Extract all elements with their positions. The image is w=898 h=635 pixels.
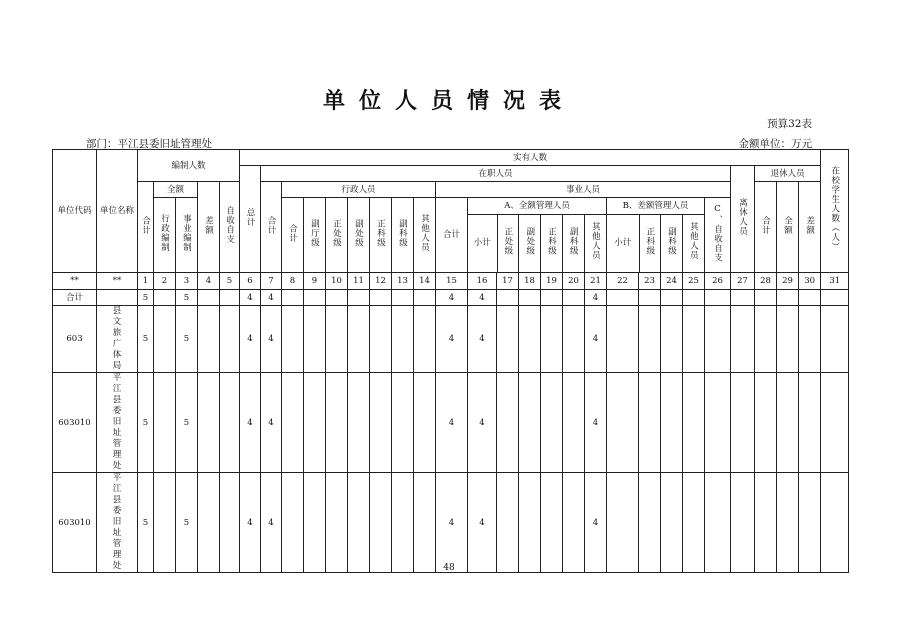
data-cell: 4 (240, 306, 261, 373)
header-full-quota: 全额 (154, 182, 198, 198)
data-cell (392, 306, 414, 373)
data-cell (392, 473, 414, 573)
unit-name-cell (97, 290, 138, 306)
header-b-subtotal: 小计 (607, 214, 639, 272)
data-cell (755, 373, 777, 473)
column-number: 11 (348, 273, 370, 290)
header-retired-full: 全额 (782, 215, 793, 235)
column-number: 8 (282, 273, 304, 290)
data-cell (777, 306, 799, 373)
column-number: 14 (414, 273, 436, 290)
header-a-div-chief: 正处级 (502, 227, 513, 256)
data-cell (731, 373, 755, 473)
column-number: 15 (436, 273, 468, 290)
data-cell (821, 473, 849, 573)
data-cell (799, 290, 821, 306)
data-cell (683, 290, 705, 306)
data-cell (304, 306, 326, 373)
data-cell (777, 473, 799, 573)
header-retired: 退休人员 (755, 166, 821, 182)
data-cell (414, 373, 436, 473)
table-row (53, 473, 849, 573)
header-b-sec-chief: 正科级 (644, 227, 655, 256)
unit-name-cell (97, 473, 138, 573)
data-cell: 4 (468, 290, 497, 306)
unit-name-cell (97, 373, 138, 473)
data-cell (414, 306, 436, 373)
data-cell: 4 (436, 373, 468, 473)
column-number: 16 (468, 273, 497, 290)
data-cell (198, 290, 220, 306)
data-cell (705, 306, 731, 373)
column-number: 17 (497, 273, 519, 290)
data-cell (497, 290, 519, 306)
column-number: 13 (392, 273, 414, 290)
header-self-support: 自收自支 (224, 206, 235, 244)
header-c-self: C、自收自支 (712, 203, 723, 263)
column-number: 21 (585, 273, 607, 290)
column-number: 5 (220, 273, 240, 290)
data-cell (607, 306, 639, 373)
column-number: 9 (304, 273, 326, 290)
header-actual: 实有人数 (240, 150, 821, 166)
data-cell: 4 (436, 306, 468, 373)
data-cell (563, 473, 585, 573)
data-cell (821, 373, 849, 473)
data-cell (755, 290, 777, 306)
data-cell (607, 373, 639, 473)
data-cell: 4 (468, 306, 497, 373)
data-cell (639, 290, 661, 306)
data-cell (220, 473, 240, 573)
data-cell (282, 373, 304, 473)
data-cell (821, 306, 849, 373)
data-cell (683, 306, 705, 373)
data-cell (326, 373, 348, 473)
header-sec-chief: 正科级 (375, 218, 386, 248)
data-cell (661, 473, 683, 573)
column-number: 24 (661, 273, 683, 290)
data-cell (414, 290, 436, 306)
header-a-deputy-div: 副处级 (524, 227, 535, 256)
data-cell (154, 290, 176, 306)
header-a-subtotal: 小计 (468, 214, 497, 272)
header-admin-total: 合计 (287, 223, 298, 243)
data-cell (220, 306, 240, 373)
data-cell (683, 373, 705, 473)
data-cell (348, 290, 370, 306)
data-cell (282, 306, 304, 373)
data-cell: 5 (176, 306, 198, 373)
data-cell: 5 (138, 290, 154, 306)
column-number: 28 (755, 273, 777, 290)
data-cell: 5 (176, 473, 198, 573)
header-deputy-dept: 副厅级 (309, 218, 320, 248)
header-grand-total: 总计 (245, 207, 256, 227)
data-cell (705, 373, 731, 473)
page-number: 48 (443, 563, 455, 573)
data-cell (414, 473, 436, 573)
data-cell (370, 473, 392, 573)
data-cell: 5 (138, 473, 154, 573)
column-number: 18 (519, 273, 541, 290)
data-cell (519, 290, 541, 306)
data-cell (777, 373, 799, 473)
data-cell (370, 290, 392, 306)
data-cell: 4 (261, 306, 282, 373)
data-cell: 4 (468, 373, 497, 473)
data-cell (392, 373, 414, 473)
header-admin-staff: 行政人员 (282, 182, 436, 198)
header-on-duty-total: 合计 (266, 215, 277, 235)
column-number: 31 (821, 273, 849, 290)
unit-name-text: 平江县委旧址管理处 (112, 373, 122, 471)
column-number: 10 (326, 273, 348, 290)
data-cell (563, 373, 585, 473)
column-number: 25 (683, 273, 705, 290)
column-number: 27 (731, 273, 755, 290)
data-cell (705, 473, 731, 573)
data-cell (731, 306, 755, 373)
header-deputy-div: 副处级 (353, 218, 364, 248)
department-label: 部门：平江县委旧址管理处 (86, 138, 212, 150)
table-row (53, 373, 849, 473)
data-cell (731, 290, 755, 306)
staff-table (52, 149, 849, 573)
data-cell (639, 473, 661, 573)
column-number: ** (97, 273, 138, 290)
data-cell (541, 473, 563, 573)
data-cell (304, 373, 326, 473)
data-cell (799, 306, 821, 373)
data-cell (519, 473, 541, 573)
data-cell (639, 306, 661, 373)
header-b-deputy-sec: 副科级 (666, 227, 677, 256)
header-a-sec-chief: 正科级 (546, 227, 557, 256)
header-unit-code: 单位代码 (53, 150, 97, 273)
data-cell: 4 (240, 290, 261, 306)
data-cell (661, 290, 683, 306)
header-a-full: A、全额管理人员 (468, 198, 606, 214)
header-students: 在校学生人数（人） (829, 166, 840, 252)
data-cell (607, 473, 639, 573)
header-staffing: 编制人数 (138, 150, 240, 182)
header-career-staffing: 事业编制 (181, 214, 192, 252)
header-a-other: 其他人员 (590, 222, 601, 261)
header-admin-staffing: 行政编制 (159, 214, 170, 252)
unit-code-cell: 603 (53, 306, 97, 373)
column-number: 30 (799, 273, 821, 290)
data-cell: 4 (585, 306, 607, 373)
column-number: 26 (705, 273, 731, 290)
data-cell (198, 473, 220, 573)
data-cell (326, 473, 348, 573)
header-retired-leave: 离休人员 (737, 198, 748, 236)
data-cell (541, 306, 563, 373)
data-cell (304, 290, 326, 306)
data-cell: 4 (585, 373, 607, 473)
data-cell (326, 290, 348, 306)
column-number: 20 (563, 273, 585, 290)
data-cell (777, 290, 799, 306)
data-cell (799, 473, 821, 573)
data-cell (348, 373, 370, 473)
header-staffing-total: 合计 (140, 215, 151, 235)
data-cell (220, 290, 240, 306)
table-row (53, 306, 849, 373)
column-number: 12 (370, 273, 392, 290)
column-number: 6 (240, 273, 261, 290)
data-cell (731, 473, 755, 573)
data-cell: 4 (261, 373, 282, 473)
page-title: 单位人员情况表 (322, 88, 575, 114)
header-unit-name: 单位名称 (97, 150, 138, 273)
data-cell (154, 306, 176, 373)
unit-name-text: 县文旅广体局 (112, 306, 122, 371)
data-cell (683, 473, 705, 573)
data-cell: 4 (436, 290, 468, 306)
data-cell (541, 290, 563, 306)
header-a-deputy-sec: 副科级 (568, 227, 579, 256)
data-cell (282, 473, 304, 573)
data-cell: 5 (138, 306, 154, 373)
unit-name-cell (97, 306, 138, 373)
data-cell (326, 306, 348, 373)
data-cell (304, 473, 326, 573)
data-cell: 4 (261, 290, 282, 306)
data-cell (370, 373, 392, 473)
data-cell (821, 290, 849, 306)
data-cell: 4 (436, 473, 468, 573)
budget-number: 预算32表 (767, 118, 812, 130)
header-retired-total: 合计 (760, 215, 771, 235)
data-cell (519, 373, 541, 473)
data-cell (639, 373, 661, 473)
data-cell: 4 (468, 473, 497, 573)
data-cell: 4 (585, 290, 607, 306)
data-cell (282, 290, 304, 306)
header-b-diff: B、差额管理人员 (607, 198, 704, 214)
data-cell (755, 473, 777, 573)
column-number: 3 (176, 273, 198, 290)
header-other-staff: 其他人员 (419, 214, 430, 252)
data-cell (392, 290, 414, 306)
column-number: 4 (198, 273, 220, 290)
column-number: 29 (777, 273, 799, 290)
data-cell: 4 (261, 473, 282, 573)
data-cell (497, 373, 519, 473)
data-cell (348, 473, 370, 573)
data-cell: 4 (585, 473, 607, 573)
header-career-staff: 事业人员 (436, 182, 731, 198)
column-number: 2 (154, 273, 176, 290)
header-deputy-sec: 副科级 (397, 218, 408, 248)
data-cell (497, 473, 519, 573)
unit-name-text: 平江县委旧址管理处 (112, 473, 122, 571)
data-cell (563, 290, 585, 306)
unit-code-cell: 603010 (53, 473, 97, 573)
data-cell: 4 (240, 373, 261, 473)
data-cell (661, 306, 683, 373)
data-cell (348, 306, 370, 373)
data-cell (370, 306, 392, 373)
data-cell (154, 473, 176, 573)
header-div-chief: 正处级 (331, 218, 342, 248)
header-on-duty: 在职人员 (261, 166, 731, 182)
column-number: 19 (541, 273, 563, 290)
header-diff: 差额 (203, 215, 214, 235)
data-cell (661, 373, 683, 473)
data-cell: 4 (240, 473, 261, 573)
data-cell (154, 373, 176, 473)
amount-unit-label: 金额单位：万元 (738, 138, 812, 150)
data-cell (519, 306, 541, 373)
unit-code-cell: 603010 (53, 373, 97, 473)
table-row (53, 290, 849, 306)
data-cell (198, 306, 220, 373)
unit-code-cell: 合计 (53, 290, 97, 306)
data-cell (705, 290, 731, 306)
data-cell (607, 290, 639, 306)
column-number: ** (53, 273, 97, 290)
data-cell (755, 306, 777, 373)
data-cell (799, 373, 821, 473)
column-number: 1 (138, 273, 154, 290)
header-b-other: 其他人员 (688, 222, 699, 261)
column-number: 22 (607, 273, 639, 290)
header-retired-diff: 差额 (804, 215, 815, 235)
header-career-total: 合计 (436, 198, 468, 273)
column-number: 7 (261, 273, 282, 290)
data-cell: 5 (176, 373, 198, 473)
data-cell (497, 306, 519, 373)
data-cell: 5 (176, 290, 198, 306)
data-cell: 5 (138, 373, 154, 473)
data-cell (563, 306, 585, 373)
data-cell (220, 373, 240, 473)
data-cell (198, 373, 220, 473)
data-cell (541, 373, 563, 473)
column-number: 23 (639, 273, 661, 290)
